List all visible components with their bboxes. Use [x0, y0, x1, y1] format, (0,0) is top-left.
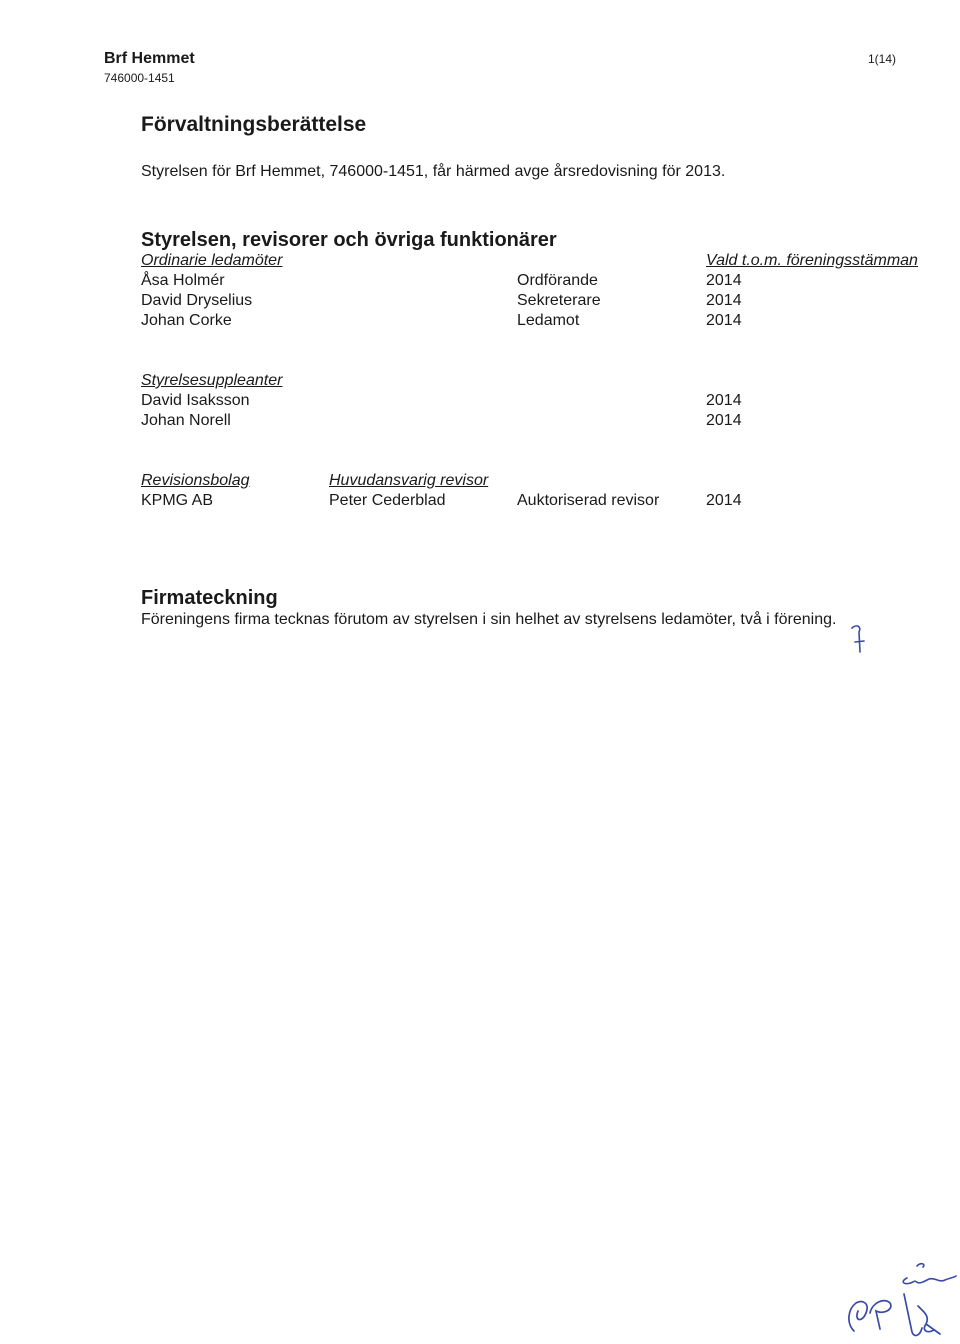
signing-heading: Firmateckning	[141, 587, 278, 609]
handwritten-initials	[896, 1288, 946, 1343]
page-number: 1(14)	[868, 52, 897, 66]
member-role: Ledamot	[517, 312, 580, 329]
organization-number: 746000-1451	[104, 71, 175, 85]
member-name: Johan Corke	[141, 312, 232, 329]
member-role: Ordförande	[517, 272, 598, 289]
audit-firm: KPMG AB	[141, 492, 214, 509]
member-name: David Dryselius	[141, 292, 253, 309]
handwritten-initials	[840, 1283, 898, 1338]
auditor-term: 2014	[706, 492, 742, 509]
member-term: 2014	[706, 292, 742, 309]
member-role: Sekreterare	[517, 292, 601, 309]
elected-until-heading: Vald t.o.m. föreningsstämman	[706, 252, 918, 269]
deputy-term: 2014	[706, 412, 742, 429]
deputies-heading: Styrelsesuppleanter	[141, 372, 283, 389]
auditor-name: Peter Cederblad	[329, 492, 446, 509]
document-title: Förvaltningsberättelse	[141, 113, 367, 136]
member-name: Åsa Holmér	[141, 272, 225, 289]
handwritten-mark	[846, 622, 870, 656]
deputy-term: 2014	[706, 392, 742, 409]
board-section-heading: Styrelsen, revisorer och övriga funktionärer	[141, 229, 557, 251]
principal-auditor-heading: Huvudansvarig revisor	[329, 472, 489, 489]
ordinary-members-heading: Ordinarie ledamöter	[141, 252, 283, 269]
intro-text: Styrelsen för Brf Hemmet, 746000-1451, får härmed avge årsredovisning för 2013.	[141, 163, 726, 180]
handwritten-initials	[895, 1252, 957, 1292]
deputy-name: Johan Norell	[141, 412, 231, 429]
deputy-name: David Isaksson	[141, 392, 250, 409]
signing-text: Föreningens firma tecknas förutom av styrelsen i sin helhet av styrelsens ledamöter, två i förening.	[141, 611, 837, 628]
auditor-title: Auktoriserad revisor	[517, 492, 660, 509]
audit-firm-heading: Revisionsbolag	[141, 472, 250, 489]
organization-name: Brf Hemmet	[104, 50, 195, 67]
member-term: 2014	[706, 272, 742, 289]
member-term: 2014	[706, 312, 742, 329]
